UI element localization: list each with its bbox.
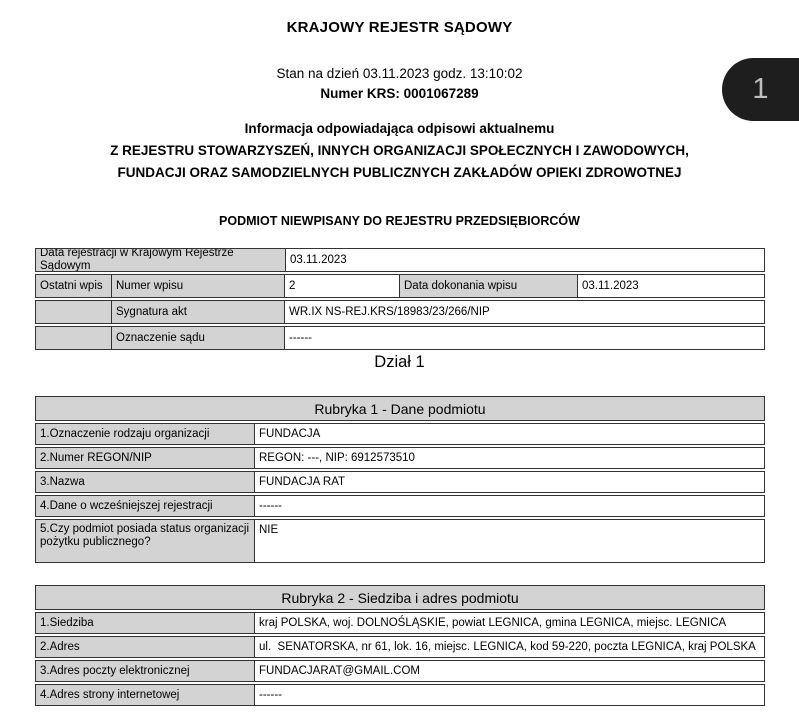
row-value: NIE	[254, 520, 764, 562]
status-line: Stan na dzień 03.11.2023 godz. 13:10:02	[276, 66, 523, 81]
row-value: FUNDACJA RAT	[254, 472, 764, 492]
entry-number-value: 2	[284, 275, 399, 297]
table-row	[35, 326, 765, 350]
row-value: ul. SENATORSKA, nr 61, lok. 16, miejsc. LEGNICA, kod 59-220, poczta LEGNICA, kraj POLSKA	[254, 637, 764, 657]
row-label: 4.Adres strony internetowej	[36, 685, 254, 705]
page-number-badge	[722, 58, 799, 121]
row-label: 4.Dane o wcześniejszej rejestracji	[36, 496, 254, 516]
krs-number: Numer KRS: 0001067289	[320, 86, 479, 101]
table-row	[35, 248, 765, 272]
table-row	[35, 274, 765, 298]
entry-date-value: 03.11.2023	[577, 275, 764, 297]
table-row	[35, 684, 765, 706]
last-entry-label: Ostatni wpis	[36, 275, 111, 297]
subject-status-header: PODMIOT NIEWPISANY DO REJESTRU PRZEDSIĘBIORCÓW	[219, 214, 580, 228]
rubryka2-header: Rubryka 2 - Siedziba i adres podmiotu	[35, 585, 765, 610]
row-label: 1.Oznaczenie rodzaju organizacji	[36, 424, 254, 444]
row-value: FUNDACJARAT@GMAIL.COM	[254, 661, 764, 681]
rubryka1-table	[35, 396, 765, 565]
row-value: ------	[254, 496, 764, 516]
rubryka2-table	[35, 585, 765, 708]
info-block	[0, 118, 799, 184]
table-row	[35, 300, 765, 324]
registration-date-value: 03.11.2023	[285, 249, 764, 271]
table-row	[35, 471, 765, 493]
registration-date-label: Data rejestracji w Krajowym Rejestrze Sądowym	[36, 249, 285, 271]
table-row	[35, 423, 765, 445]
table-row	[35, 495, 765, 517]
entry-date-label: Data dokonania wpisu	[399, 275, 577, 297]
row-value: kraj POLSKA, woj. DOLNOŚLĄSKIE, powiat LEGNICA, gmina LEGNICA, miejsc. LEGNICA	[254, 613, 764, 633]
last-entry-spacer	[36, 301, 111, 323]
row-label: 3.Adres poczty elektronicznej	[36, 661, 254, 681]
entry-number-label: Numer wpisu	[111, 275, 284, 297]
row-label: 1.Siedziba	[36, 613, 254, 633]
court-value: ------	[284, 327, 764, 349]
table-row	[35, 519, 765, 563]
page-title: KRAJOWY REJESTR SĄDOWY	[286, 19, 513, 36]
case-ref-label: Sygnatura akt	[111, 301, 284, 323]
table-row	[35, 636, 765, 658]
info-line-3: FUNDACJI ORAZ SAMODZIELNYCH PUBLICZNYCH ZAKŁADÓW OPIEKI ZDROWOTNEJ	[117, 165, 682, 180]
court-label: Oznaczenie sądu	[111, 327, 284, 349]
row-label: 2.Numer REGON/NIP	[36, 448, 254, 468]
row-label: 5.Czy podmiot posiada status organizacji pożytku publicznego?	[36, 520, 254, 562]
row-value: REGON: ---, NIP: 6912573510	[254, 448, 764, 468]
table-row	[35, 447, 765, 469]
info-line-2: Z REJESTRU STOWARZYSZEŃ, INNYCH ORGANIZACJI SPOŁECZNYCH I ZAWODOWYCH,	[110, 143, 689, 158]
table-row	[35, 612, 765, 634]
info-line-1: Informacja odpowiadająca odpisowi aktualnemu	[244, 121, 555, 136]
row-value: FUNDACJA	[254, 424, 764, 444]
section-title: Dział 1	[374, 353, 425, 371]
rubryka1-header: Rubryka 1 - Dane podmiotu	[35, 396, 765, 421]
case-ref-value: WR.IX NS-REJ.KRS/18983/23/266/NIP	[284, 301, 764, 323]
page-number: 1	[752, 73, 769, 105]
row-label: 3.Nazwa	[36, 472, 254, 492]
row-label: 2.Adres	[36, 637, 254, 657]
registration-table	[35, 248, 765, 352]
document-header	[0, 18, 799, 104]
last-entry-spacer	[36, 327, 111, 349]
row-value: ------	[254, 685, 764, 705]
table-row	[35, 660, 765, 682]
